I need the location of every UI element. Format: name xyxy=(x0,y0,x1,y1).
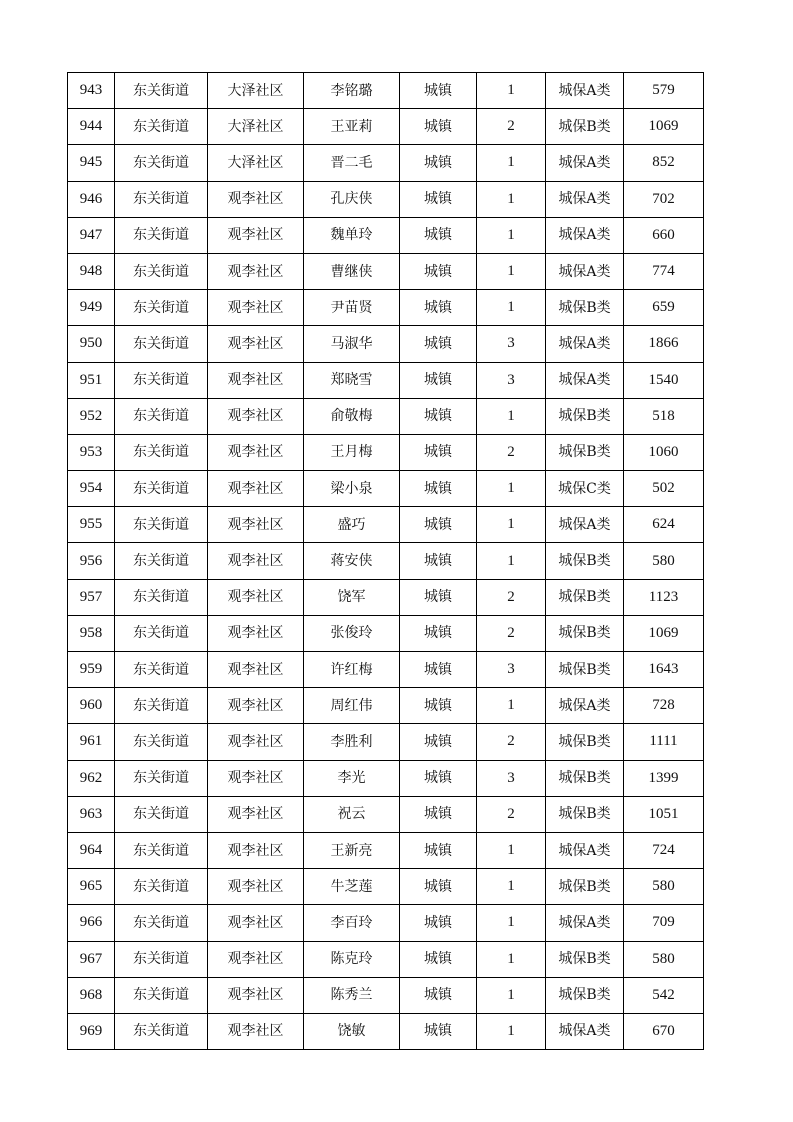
household-type-cell: 城镇 xyxy=(400,579,477,615)
table-row xyxy=(68,109,704,145)
table-row xyxy=(68,217,704,253)
name-cell: 陈秀兰 xyxy=(304,977,400,1013)
person-count-cell: 3 xyxy=(477,760,546,796)
name-cell: 蒋安侠 xyxy=(304,543,400,579)
household-type-cell: 城镇 xyxy=(400,652,477,688)
household-type-cell: 城镇 xyxy=(400,253,477,289)
name-cell: 孔庆侠 xyxy=(304,181,400,217)
community-cell: 观李社区 xyxy=(208,217,304,253)
person-count-cell: 2 xyxy=(477,796,546,832)
category-cell: 城保A类 xyxy=(546,181,624,217)
name-cell: 李胜利 xyxy=(304,724,400,760)
category-cell: 城保A类 xyxy=(546,688,624,724)
table-row xyxy=(68,615,704,651)
household-type-cell: 城镇 xyxy=(400,543,477,579)
row-number-cell: 968 xyxy=(68,977,115,1013)
row-number-cell: 952 xyxy=(68,398,115,434)
household-type-cell: 城镇 xyxy=(400,688,477,724)
community-cell: 观李社区 xyxy=(208,724,304,760)
name-cell: 曹继侠 xyxy=(304,253,400,289)
table-row xyxy=(68,869,704,905)
street-cell: 东关街道 xyxy=(115,145,208,181)
community-cell: 观李社区 xyxy=(208,977,304,1013)
community-cell: 观李社区 xyxy=(208,688,304,724)
community-cell: 观李社区 xyxy=(208,434,304,470)
street-cell: 东关街道 xyxy=(115,362,208,398)
street-cell: 东关街道 xyxy=(115,688,208,724)
community-cell: 观李社区 xyxy=(208,471,304,507)
person-count-cell: 2 xyxy=(477,109,546,145)
row-number-cell: 945 xyxy=(68,145,115,181)
table-row xyxy=(68,507,704,543)
amount-cell: 580 xyxy=(624,543,704,579)
amount-cell: 1069 xyxy=(624,615,704,651)
amount-cell: 728 xyxy=(624,688,704,724)
household-type-cell: 城镇 xyxy=(400,434,477,470)
household-type-cell: 城镇 xyxy=(400,326,477,362)
household-type-cell: 城镇 xyxy=(400,977,477,1013)
amount-cell: 1069 xyxy=(624,109,704,145)
person-count-cell: 3 xyxy=(477,362,546,398)
community-cell: 大泽社区 xyxy=(208,109,304,145)
amount-cell: 1111 xyxy=(624,724,704,760)
name-cell: 饶军 xyxy=(304,579,400,615)
name-cell: 牛芝莲 xyxy=(304,869,400,905)
category-cell: 城保B类 xyxy=(546,398,624,434)
community-cell: 观李社区 xyxy=(208,507,304,543)
household-type-cell: 城镇 xyxy=(400,796,477,832)
amount-cell: 660 xyxy=(624,217,704,253)
household-type-cell: 城镇 xyxy=(400,1013,477,1049)
person-count-cell: 2 xyxy=(477,615,546,651)
name-cell: 李光 xyxy=(304,760,400,796)
community-cell: 观李社区 xyxy=(208,652,304,688)
person-count-cell: 1 xyxy=(477,941,546,977)
community-cell: 大泽社区 xyxy=(208,73,304,109)
amount-cell: 659 xyxy=(624,290,704,326)
name-cell: 郑晓雪 xyxy=(304,362,400,398)
row-number-cell: 957 xyxy=(68,579,115,615)
street-cell: 东关街道 xyxy=(115,109,208,145)
table-row xyxy=(68,579,704,615)
name-cell: 王新亮 xyxy=(304,832,400,868)
community-cell: 观李社区 xyxy=(208,832,304,868)
amount-cell: 542 xyxy=(624,977,704,1013)
table-row xyxy=(68,434,704,470)
household-type-cell: 城镇 xyxy=(400,905,477,941)
name-cell: 张俊玲 xyxy=(304,615,400,651)
table-row xyxy=(68,398,704,434)
category-cell: 城保B类 xyxy=(546,543,624,579)
category-cell: 城保B类 xyxy=(546,760,624,796)
person-count-cell: 1 xyxy=(477,290,546,326)
person-count-cell: 1 xyxy=(477,1013,546,1049)
row-number-cell: 964 xyxy=(68,832,115,868)
category-cell: 城保A类 xyxy=(546,73,624,109)
household-type-cell: 城镇 xyxy=(400,615,477,651)
person-count-cell: 1 xyxy=(477,507,546,543)
table-row xyxy=(68,905,704,941)
community-cell: 观李社区 xyxy=(208,398,304,434)
category-cell: 城保A类 xyxy=(546,253,624,289)
row-number-cell: 946 xyxy=(68,181,115,217)
table-row xyxy=(68,1013,704,1049)
category-cell: 城保B类 xyxy=(546,579,624,615)
amount-cell: 709 xyxy=(624,905,704,941)
amount-cell: 852 xyxy=(624,145,704,181)
street-cell: 东关街道 xyxy=(115,181,208,217)
amount-cell: 1123 xyxy=(624,579,704,615)
street-cell: 东关街道 xyxy=(115,543,208,579)
street-cell: 东关街道 xyxy=(115,1013,208,1049)
amount-cell: 579 xyxy=(624,73,704,109)
row-number-cell: 956 xyxy=(68,543,115,579)
street-cell: 东关街道 xyxy=(115,507,208,543)
category-cell: 城保B类 xyxy=(546,941,624,977)
person-count-cell: 3 xyxy=(477,652,546,688)
street-cell: 东关街道 xyxy=(115,434,208,470)
community-cell: 观李社区 xyxy=(208,869,304,905)
table-row xyxy=(68,326,704,362)
household-type-cell: 城镇 xyxy=(400,290,477,326)
name-cell: 马淑华 xyxy=(304,326,400,362)
amount-cell: 702 xyxy=(624,181,704,217)
community-cell: 观李社区 xyxy=(208,1013,304,1049)
amount-cell: 502 xyxy=(624,471,704,507)
household-type-cell: 城镇 xyxy=(400,869,477,905)
household-type-cell: 城镇 xyxy=(400,941,477,977)
row-number-cell: 944 xyxy=(68,109,115,145)
street-cell: 东关街道 xyxy=(115,941,208,977)
community-cell: 观李社区 xyxy=(208,326,304,362)
household-type-cell: 城镇 xyxy=(400,181,477,217)
name-cell: 盛巧 xyxy=(304,507,400,543)
amount-cell: 1540 xyxy=(624,362,704,398)
amount-cell: 1060 xyxy=(624,434,704,470)
household-type-cell: 城镇 xyxy=(400,362,477,398)
household-type-cell: 城镇 xyxy=(400,760,477,796)
community-cell: 观李社区 xyxy=(208,796,304,832)
name-cell: 饶敏 xyxy=(304,1013,400,1049)
person-count-cell: 1 xyxy=(477,145,546,181)
table-row xyxy=(68,362,704,398)
household-type-cell: 城镇 xyxy=(400,724,477,760)
household-type-cell: 城镇 xyxy=(400,217,477,253)
community-cell: 观李社区 xyxy=(208,543,304,579)
table-row xyxy=(68,688,704,724)
name-cell: 陈克玲 xyxy=(304,941,400,977)
table-row xyxy=(68,145,704,181)
row-number-cell: 965 xyxy=(68,869,115,905)
street-cell: 东关街道 xyxy=(115,471,208,507)
street-cell: 东关街道 xyxy=(115,905,208,941)
person-count-cell: 1 xyxy=(477,832,546,868)
street-cell: 东关街道 xyxy=(115,290,208,326)
name-cell: 王月梅 xyxy=(304,434,400,470)
community-cell: 观李社区 xyxy=(208,181,304,217)
household-type-cell: 城镇 xyxy=(400,398,477,434)
category-cell: 城保B类 xyxy=(546,869,624,905)
row-number-cell: 951 xyxy=(68,362,115,398)
household-type-cell: 城镇 xyxy=(400,832,477,868)
person-count-cell: 1 xyxy=(477,869,546,905)
name-cell: 李百玲 xyxy=(304,905,400,941)
household-type-cell: 城镇 xyxy=(400,471,477,507)
household-type-cell: 城镇 xyxy=(400,109,477,145)
community-cell: 观李社区 xyxy=(208,905,304,941)
amount-cell: 1399 xyxy=(624,760,704,796)
category-cell: 城保A类 xyxy=(546,326,624,362)
name-cell: 周红伟 xyxy=(304,688,400,724)
name-cell: 俞敬梅 xyxy=(304,398,400,434)
person-count-cell: 1 xyxy=(477,73,546,109)
street-cell: 东关街道 xyxy=(115,832,208,868)
category-cell: 城保A类 xyxy=(546,362,624,398)
street-cell: 东关街道 xyxy=(115,760,208,796)
table-row xyxy=(68,652,704,688)
person-count-cell: 1 xyxy=(477,471,546,507)
row-number-cell: 950 xyxy=(68,326,115,362)
street-cell: 东关街道 xyxy=(115,579,208,615)
street-cell: 东关街道 xyxy=(115,398,208,434)
person-count-cell: 1 xyxy=(477,688,546,724)
street-cell: 东关街道 xyxy=(115,796,208,832)
person-count-cell: 2 xyxy=(477,579,546,615)
table-body xyxy=(68,73,704,1050)
amount-cell: 1866 xyxy=(624,326,704,362)
name-cell: 晋二毛 xyxy=(304,145,400,181)
table-row xyxy=(68,796,704,832)
amount-cell: 624 xyxy=(624,507,704,543)
row-number-cell: 962 xyxy=(68,760,115,796)
person-count-cell: 1 xyxy=(477,905,546,941)
community-cell: 观李社区 xyxy=(208,579,304,615)
category-cell: 城保C类 xyxy=(546,471,624,507)
subsidy-table xyxy=(67,72,704,1050)
street-cell: 东关街道 xyxy=(115,977,208,1013)
row-number-cell: 969 xyxy=(68,1013,115,1049)
person-count-cell: 3 xyxy=(477,326,546,362)
person-count-cell: 1 xyxy=(477,398,546,434)
row-number-cell: 949 xyxy=(68,290,115,326)
amount-cell: 670 xyxy=(624,1013,704,1049)
table-row xyxy=(68,253,704,289)
category-cell: 城保B类 xyxy=(546,290,624,326)
amount-cell: 580 xyxy=(624,869,704,905)
person-count-cell: 2 xyxy=(477,434,546,470)
table-row xyxy=(68,760,704,796)
category-cell: 城保B类 xyxy=(546,724,624,760)
name-cell: 许红梅 xyxy=(304,652,400,688)
row-number-cell: 967 xyxy=(68,941,115,977)
amount-cell: 724 xyxy=(624,832,704,868)
table-row xyxy=(68,977,704,1013)
community-cell: 观李社区 xyxy=(208,760,304,796)
row-number-cell: 943 xyxy=(68,73,115,109)
community-cell: 观李社区 xyxy=(208,253,304,289)
amount-cell: 774 xyxy=(624,253,704,289)
person-count-cell: 1 xyxy=(477,181,546,217)
name-cell: 王亚莉 xyxy=(304,109,400,145)
name-cell: 梁小泉 xyxy=(304,471,400,507)
household-type-cell: 城镇 xyxy=(400,73,477,109)
community-cell: 观李社区 xyxy=(208,362,304,398)
street-cell: 东关街道 xyxy=(115,652,208,688)
row-number-cell: 960 xyxy=(68,688,115,724)
table-row xyxy=(68,543,704,579)
category-cell: 城保B类 xyxy=(546,434,624,470)
table-row xyxy=(68,73,704,109)
category-cell: 城保B类 xyxy=(546,977,624,1013)
category-cell: 城保B类 xyxy=(546,796,624,832)
name-cell: 李铭璐 xyxy=(304,73,400,109)
row-number-cell: 954 xyxy=(68,471,115,507)
street-cell: 东关街道 xyxy=(115,724,208,760)
table-row xyxy=(68,832,704,868)
category-cell: 城保B类 xyxy=(546,652,624,688)
category-cell: 城保A类 xyxy=(546,217,624,253)
category-cell: 城保A类 xyxy=(546,832,624,868)
row-number-cell: 959 xyxy=(68,652,115,688)
street-cell: 东关街道 xyxy=(115,326,208,362)
person-count-cell: 1 xyxy=(477,543,546,579)
table-row xyxy=(68,181,704,217)
row-number-cell: 953 xyxy=(68,434,115,470)
household-type-cell: 城镇 xyxy=(400,145,477,181)
amount-cell: 1643 xyxy=(624,652,704,688)
amount-cell: 1051 xyxy=(624,796,704,832)
person-count-cell: 1 xyxy=(477,217,546,253)
street-cell: 东关街道 xyxy=(115,253,208,289)
name-cell: 魏单玲 xyxy=(304,217,400,253)
community-cell: 观李社区 xyxy=(208,290,304,326)
person-count-cell: 2 xyxy=(477,724,546,760)
name-cell: 尹苗贤 xyxy=(304,290,400,326)
street-cell: 东关街道 xyxy=(115,73,208,109)
street-cell: 东关街道 xyxy=(115,615,208,651)
category-cell: 城保A类 xyxy=(546,1013,624,1049)
table-row xyxy=(68,471,704,507)
community-cell: 观李社区 xyxy=(208,941,304,977)
street-cell: 东关街道 xyxy=(115,869,208,905)
row-number-cell: 948 xyxy=(68,253,115,289)
amount-cell: 518 xyxy=(624,398,704,434)
category-cell: 城保B类 xyxy=(546,615,624,651)
table-row xyxy=(68,941,704,977)
category-cell: 城保A类 xyxy=(546,905,624,941)
community-cell: 观李社区 xyxy=(208,615,304,651)
category-cell: 城保A类 xyxy=(546,145,624,181)
category-cell: 城保A类 xyxy=(546,507,624,543)
table-row xyxy=(68,724,704,760)
person-count-cell: 1 xyxy=(477,253,546,289)
household-type-cell: 城镇 xyxy=(400,507,477,543)
category-cell: 城保B类 xyxy=(546,109,624,145)
row-number-cell: 958 xyxy=(68,615,115,651)
row-number-cell: 961 xyxy=(68,724,115,760)
row-number-cell: 966 xyxy=(68,905,115,941)
name-cell: 祝云 xyxy=(304,796,400,832)
row-number-cell: 963 xyxy=(68,796,115,832)
row-number-cell: 947 xyxy=(68,217,115,253)
amount-cell: 580 xyxy=(624,941,704,977)
person-count-cell: 1 xyxy=(477,977,546,1013)
row-number-cell: 955 xyxy=(68,507,115,543)
street-cell: 东关街道 xyxy=(115,217,208,253)
table-row xyxy=(68,290,704,326)
community-cell: 大泽社区 xyxy=(208,145,304,181)
